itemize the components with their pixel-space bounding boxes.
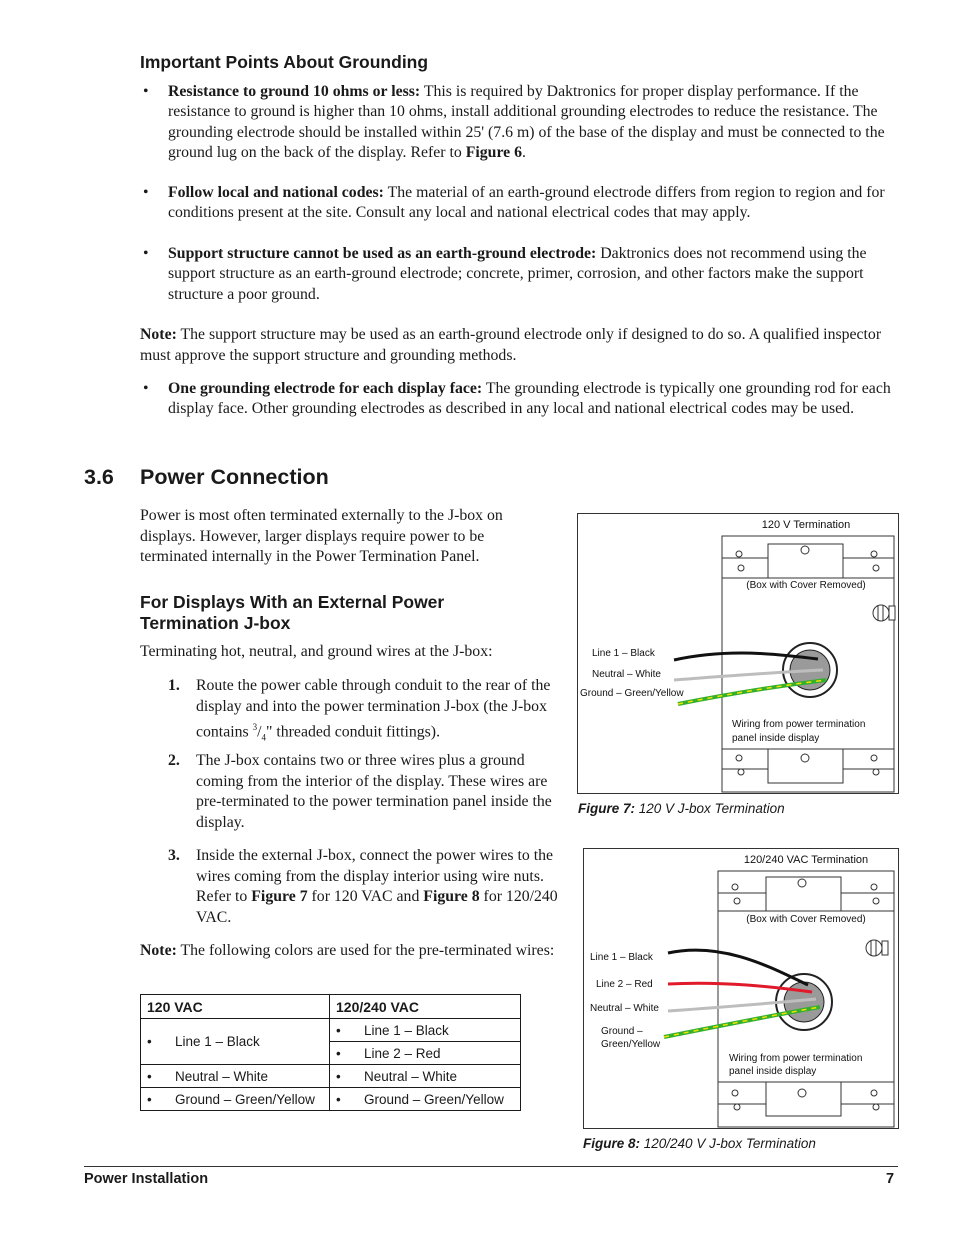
figure-7-caption [578, 801, 785, 816]
side-fitting-icon [866, 940, 888, 956]
caption-text: 120/240 V J-box Termination [640, 1136, 816, 1151]
figure-7-diagram [578, 514, 898, 793]
table-cell: • Ground – Green/Yellow [141, 1088, 330, 1111]
label-ground: Ground – [601, 1026, 643, 1037]
screw-hole [736, 551, 742, 557]
colors-note [140, 941, 560, 962]
step-text: " threaded conduit fittings). [265, 723, 441, 741]
label-ground: Ground – Green/Yellow [580, 688, 684, 699]
subheading-line-2: Termination J-box [140, 613, 291, 633]
bullet-marker: • [143, 245, 149, 262]
note-text: The following colors are used for the pre-terminated wires: [176, 942, 555, 959]
figure-8-frame [583, 848, 899, 1129]
caption-text: 120 V J-box Termination [635, 801, 785, 816]
bullet-lead: Follow local and national codes: [168, 184, 384, 201]
figure-7-frame [577, 513, 899, 794]
subheading-line-1: For Displays With an External Power [140, 592, 445, 612]
screw-hole [801, 546, 809, 554]
table-cell: • Line 1 – Black [141, 1019, 330, 1065]
screw-hole [801, 754, 809, 762]
figure-7-ref: Figure 7 [251, 888, 308, 905]
cell-text: Neutral – White [175, 1068, 269, 1084]
screw-hole [734, 1104, 740, 1110]
fraction-numerator: 3 [252, 722, 258, 732]
step-number: 1. [168, 677, 180, 694]
cell-text: Line 2 – Red [364, 1045, 441, 1061]
cell-text: Ground – Green/Yellow [175, 1091, 315, 1107]
step-3-text [196, 846, 568, 928]
fraction-denominator: 4 [261, 732, 266, 743]
label-line1: Line 1 – Black [590, 952, 653, 963]
page-number: 7 [886, 1171, 895, 1187]
table-cell: • Line 1 – Black [330, 1019, 521, 1042]
step-text: for 120/240 VAC. [196, 888, 558, 926]
screw-hole [736, 755, 742, 761]
step-1-text: Route the power cable through conduit to the rear of the display and into the power termination J-box (the J-box contains $^3/_4$" threaded conduit fittings). [196, 677, 551, 743]
footer-rule [84, 1166, 898, 1167]
box-note: (Box with Cover Removed) [746, 580, 866, 591]
wiring-note: panel inside display [732, 733, 820, 744]
cell-text: Line 1 – Black [175, 1034, 260, 1049]
section-number: 3.6 [84, 465, 114, 489]
label-ground: Green/Yellow [601, 1039, 661, 1050]
step-text: Route the power cable through conduit to the rear of the display and into the power termination J-box (the J-box contains [196, 677, 551, 741]
figure-title: 120/240 VAC Termination [743, 854, 869, 866]
screw-hole [871, 1090, 877, 1096]
figure-8-diagram [584, 849, 898, 1128]
label-line2: Line 2 – Red [596, 979, 653, 990]
bullet-marker: • [143, 83, 149, 100]
jbox-tab [766, 1082, 841, 1116]
screw-hole [732, 884, 738, 890]
screw-hole [873, 565, 879, 571]
note-text: The support structure may be used as an earth-ground electrode only if designed to do so. A qualified inspector must approve the support structure and grounding methods. [140, 326, 882, 364]
wiring-note: Wiring from power termination [729, 1053, 863, 1064]
screw-hole [873, 898, 879, 904]
grounding-heading: Important Points About Grounding [140, 52, 429, 72]
screw-hole [871, 884, 877, 890]
screw-hole [871, 551, 877, 557]
grounding-note [140, 325, 900, 366]
side-fitting-icon [873, 605, 895, 621]
grounding-bullet-3 [168, 244, 893, 305]
section-title: Power Connection [140, 465, 329, 489]
screw-hole [873, 769, 879, 775]
footer-title: Power Installation [84, 1171, 209, 1187]
table-cell: • Neutral – White [141, 1065, 330, 1088]
bullet-text: The grounding electrode is typically one grounding rod for each display face. Other grounding electrodes as described in any local and national electrical codes may be used. [168, 380, 891, 418]
grounding-bullet-2 [168, 183, 893, 224]
table-cell: • Line 2 – Red [330, 1042, 521, 1065]
table-header-120-240: 120/240 VAC [330, 995, 521, 1019]
section-intro: Power is most often terminated externally to the J-box on displays. However, larger displays require power to be terminated internally in the Power Termination Panel. [140, 507, 503, 565]
bullet-marker: • [143, 380, 149, 397]
box-note: (Box with Cover Removed) [746, 914, 866, 925]
table-cell: • Neutral – White [330, 1065, 521, 1088]
screw-hole [873, 1104, 879, 1110]
cell-text: Neutral – White [364, 1068, 458, 1084]
step-2-text: The J-box contains two or three wires plus a ground coming from the interior of the display. These wires are pre-terminated to the power termination panel inside the display. [196, 752, 552, 831]
step-number: 2. [168, 752, 180, 769]
step-text: Inside the external J-box, connect the power wires to the wires coming from the display interior using wire nuts. Refer to [196, 847, 554, 905]
note-label: Note: [140, 942, 177, 959]
bullet-lead: One grounding electrode for each display face: [168, 380, 483, 397]
cell-text: Ground – Green/Yellow [364, 1091, 504, 1107]
caption-label: Figure 8: [583, 1136, 641, 1151]
table-cell: • Ground – Green/Yellow [330, 1088, 521, 1111]
figure-6-ref: Figure 6 [465, 143, 523, 161]
wiring-note: Wiring from power termination [732, 719, 866, 730]
wiring-note: panel inside display [729, 1066, 817, 1077]
bullet-punct: . [522, 143, 526, 161]
cell-text: Line 1 – Black [364, 1022, 449, 1038]
grounding-bullet-4 [168, 379, 893, 420]
screw-hole [734, 898, 740, 904]
bullet-text: Daktronics does not recommend using the support structure as an earth-ground electrode; concrete, primer, corrosion, and other factors make the support structure a poor ground. [168, 245, 867, 303]
label-neutral: Neutral – White [590, 1003, 659, 1014]
label-neutral: Neutral – White [592, 669, 661, 680]
step-number: 3. [168, 847, 180, 864]
table-header-120: 120 VAC [141, 995, 330, 1019]
bullet-lead: Support structure cannot be used as an earth-ground electrode: [168, 245, 597, 262]
note-label: Note: [140, 326, 177, 343]
screw-hole [738, 769, 744, 775]
figure-8-caption [583, 1136, 816, 1151]
step-text: for 120 VAC and [307, 888, 424, 905]
caption-label: Figure 7: [578, 801, 636, 816]
figure-title: 120 V Termination [761, 519, 851, 531]
grounding-bullet-1 [168, 82, 893, 163]
wire-color-table [140, 994, 521, 1111]
figure-8-ref: Figure 8 [423, 888, 480, 905]
bullet-text: This is required by Daktronics for proper display performance. If the resistance to ground is higher than 10 ohms, install additional grounding electrodes to reduce the resistance. The grounding electrode should be installed within 25' (7.6 m) of the base of the display and must be connected to the ground lug on the back of the display. Refer to [168, 83, 885, 161]
lead-in: Terminating hot, neutral, and ground wires at the J-box: [140, 643, 493, 660]
bullet-text: The material of an earth-ground electrode differs from region to region and for conditions present at the site. Consult any local and national electrical codes that may apply. [168, 184, 885, 222]
screw-hole [732, 1090, 738, 1096]
bullet-marker: • [143, 184, 149, 201]
screw-hole [798, 1089, 806, 1097]
screw-hole [738, 565, 744, 571]
bullet-lead: Resistance to ground 10 ohms or less: [168, 83, 421, 100]
label-line1: Line 1 – Black [592, 648, 655, 659]
screw-hole [871, 755, 877, 761]
screw-hole [798, 879, 806, 887]
